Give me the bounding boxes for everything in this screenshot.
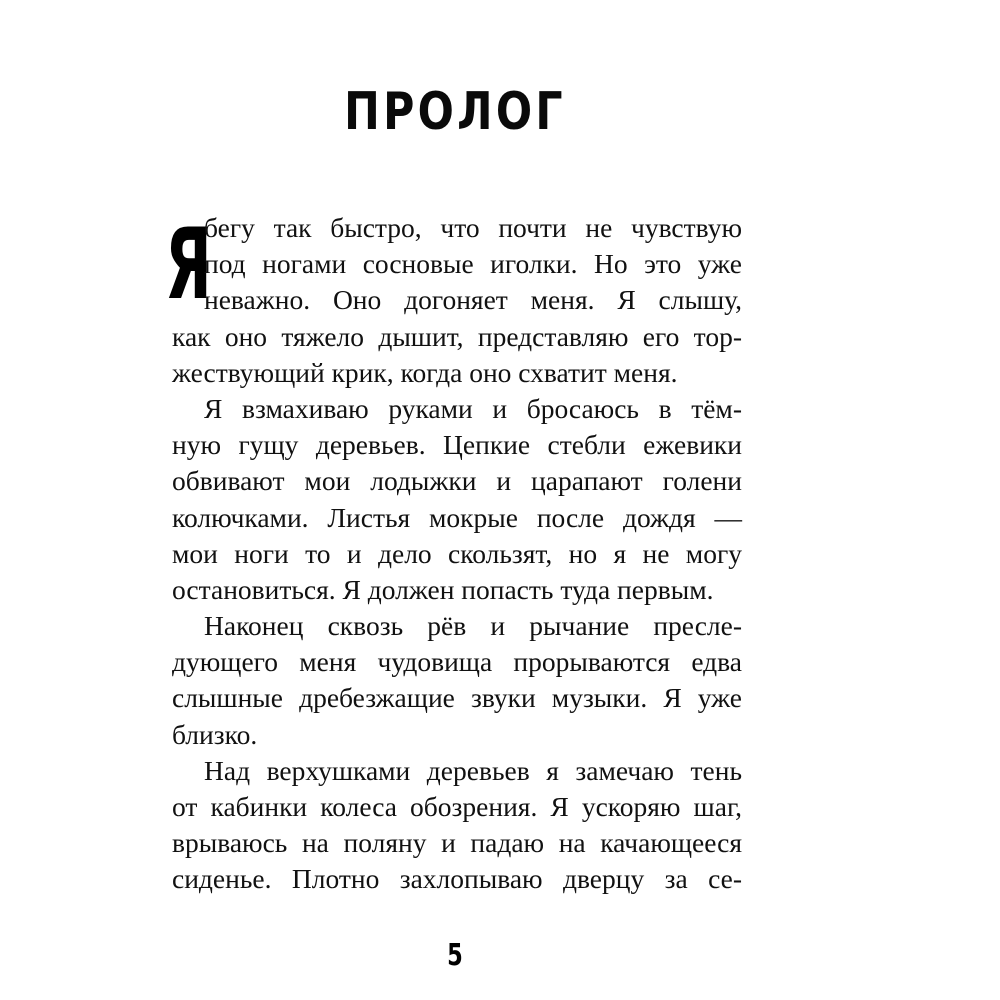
page-number: 5 [447, 938, 463, 973]
text-line: мои ноги то и дело скользят, но я не могу [172, 537, 742, 569]
text-line: колючками. Листья мокрые после дождя — [172, 501, 742, 533]
text-line: врываюсь на поляну и падаю на качающееся [172, 827, 742, 859]
text-line: от кабинки колеса обозрения. Я ускоряю шаг, [172, 791, 742, 822]
text-line: как оно тяжело дышит, представляю его тор- [172, 320, 742, 352]
text-line: Наконец сквозь рёв и рычание пресле- [204, 610, 742, 642]
text-line: Над верхушками деревьев я замечаю тень [204, 754, 742, 786]
body-text [172, 210, 742, 898]
paragraph-2 [172, 391, 742, 608]
text-line: обвивают мои лодыжки и царапают голени [172, 465, 742, 497]
paragraph-3 [172, 608, 742, 753]
text-line: ную гущу деревьев. Цепкие стебли ежевики [172, 429, 742, 461]
text-line: слышные дребезжащие звуки музыки. Я уже [172, 682, 742, 714]
text-line: Я взмахиваю руками и бросаюсь в тём- [204, 392, 742, 424]
text-line: остановиться. Я должен попасть туда первым. [172, 573, 714, 605]
text-line: дующего меня чудовища прорываются едва [172, 646, 742, 678]
text-line: бегу так быстро, что почти не чувствую [204, 212, 742, 243]
chapter-title: ПРОЛОГ [344, 82, 566, 142]
paragraph-4 [172, 753, 742, 898]
text-line: сиденье. Плотно захлопываю дверцу за се- [172, 863, 742, 895]
text-line: неважно. Оно догоняет меня. Я слышу, [204, 284, 742, 316]
drop-cap-letter: Я [165, 208, 212, 322]
text-line: под ногами сосновые иголки. Но это уже [204, 248, 742, 280]
text-line: близко. [172, 718, 258, 750]
text-line: жествующий крик, когда оно схватит меня. [172, 356, 678, 388]
paragraph-1 [172, 210, 742, 391]
